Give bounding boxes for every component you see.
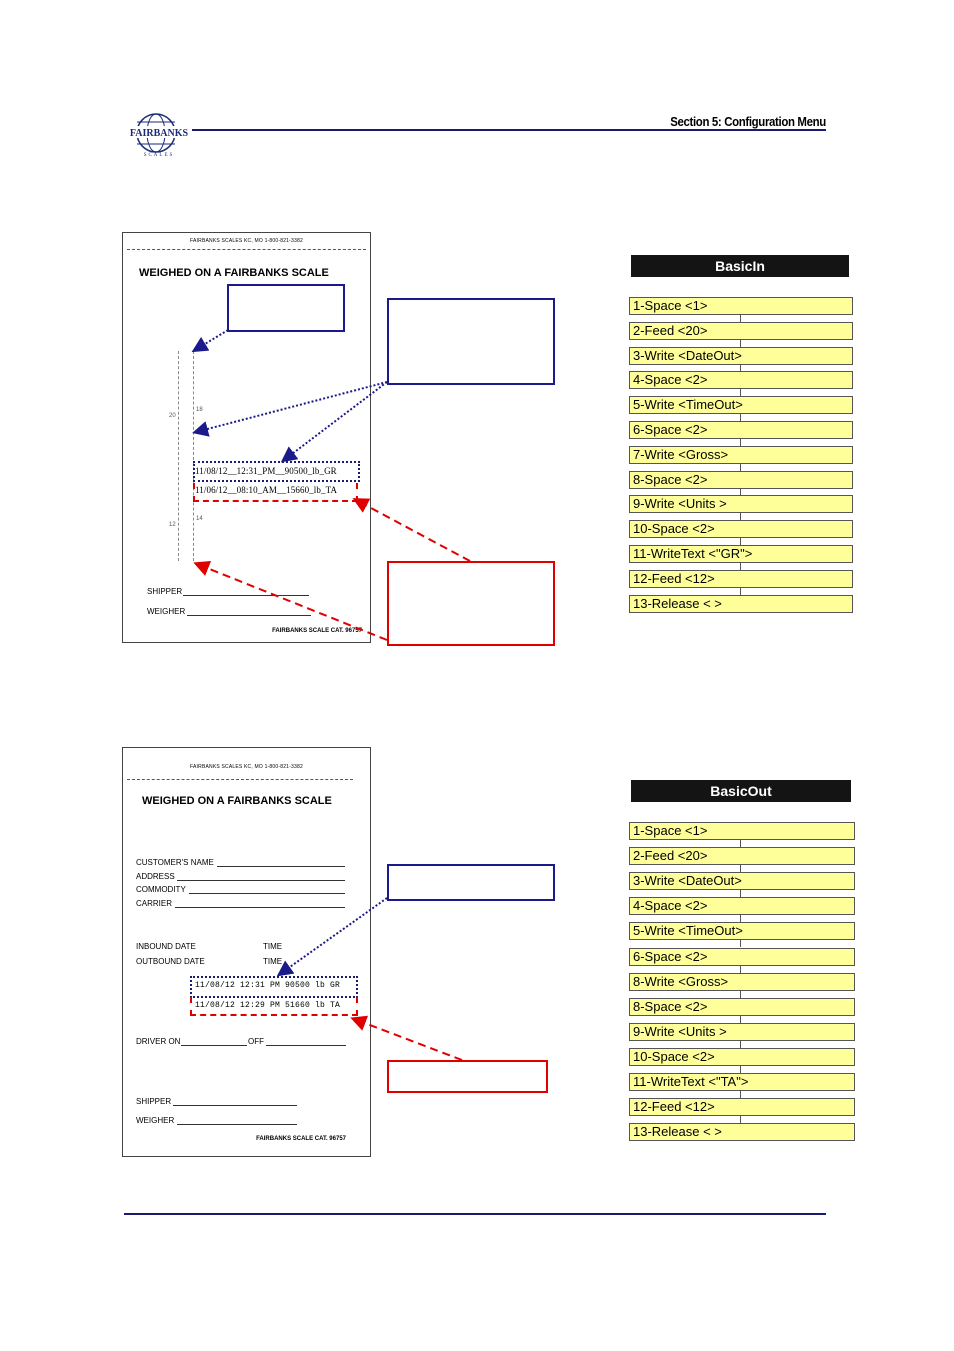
- shipper-label: SHIPPER: [147, 587, 183, 596]
- menu-step-connector: [740, 1066, 741, 1073]
- menu-step-connector: [740, 1041, 741, 1048]
- menu-step[interactable]: 4-Space <2>: [629, 897, 855, 915]
- menu-step-connector: [740, 563, 741, 570]
- arrow-gross-b: [284, 382, 387, 460]
- menu-step-connector: [740, 890, 741, 897]
- menu-step-connector: [740, 340, 741, 347]
- menu-step-connector: [740, 439, 741, 446]
- menu-step[interactable]: 9-Write <Units >: [629, 495, 853, 513]
- menu-step[interactable]: 13-Release < >: [629, 595, 853, 613]
- menu-step-connector: [740, 1016, 741, 1023]
- carrier-label: CARRIER: [136, 899, 173, 908]
- shipper-label: SHIPPER: [136, 1097, 172, 1106]
- menu-step-connector: [740, 1091, 741, 1098]
- logo-text: FAIRBANKS: [129, 128, 189, 139]
- menu-step[interactable]: 5-Write <TimeOut>: [629, 922, 855, 940]
- driver-off-label: OFF: [248, 1037, 264, 1046]
- menu-step-connector: [740, 966, 741, 973]
- menu-step[interactable]: 2-Feed <20>: [629, 847, 855, 865]
- menu-step-connector: [740, 865, 741, 872]
- ticket-catalog: FAIRBANKS SCALE CAT. 96757: [256, 1136, 346, 1142]
- arrow-gross-out: [280, 898, 387, 974]
- ticket-company-line: FAIRBANKS SCALES KC, MO 1-800-821-3382: [190, 764, 303, 770]
- menu-step[interactable]: 6-Space <2>: [629, 948, 855, 966]
- menu-step[interactable]: 3-Write <DateOut>: [629, 872, 855, 890]
- menu-step-connector: [740, 414, 741, 421]
- menu-step-connector: [740, 365, 741, 372]
- section-title: Section 5: Configuration Menu: [670, 114, 826, 129]
- menu-step[interactable]: 6-Space <2>: [629, 421, 853, 439]
- menu-step[interactable]: 8-Space <2>: [629, 998, 855, 1016]
- menu-step[interactable]: 13-Release < >: [629, 1123, 855, 1141]
- menu-step[interactable]: 12-Feed <12>: [629, 570, 853, 588]
- menu-step[interactable]: 8-Write <Gross>: [629, 973, 855, 991]
- outbound-time-label: TIME: [263, 957, 283, 966]
- address-label: ADDRESS: [136, 872, 175, 881]
- menu-step[interactable]: 4-Space <2>: [629, 371, 853, 389]
- inbound-date-label: INBOUND DATE: [136, 942, 196, 951]
- menu-step[interactable]: 1-Space <1>: [629, 297, 853, 315]
- menu-step[interactable]: 7-Write <Gross>: [629, 446, 853, 464]
- menu-step-connector: [740, 1116, 741, 1123]
- ruler-number: 12: [169, 522, 176, 528]
- ticket-title: WEIGHED ON A FAIRBANKS SCALE: [142, 795, 332, 807]
- menu-step[interactable]: 3-Write <DateOut>: [629, 347, 853, 365]
- menu-step[interactable]: 11-WriteText <"TA">: [629, 1073, 855, 1091]
- commodity-label: COMMODITY: [136, 885, 186, 894]
- ticket-title: WEIGHED ON A FAIRBANKS SCALE: [139, 267, 329, 279]
- customer-label: CUSTOMER'S NAME: [136, 858, 214, 867]
- footer-rule: [124, 1213, 826, 1215]
- menu-basicout-title: BasicOut: [631, 780, 851, 802]
- menu-step[interactable]: 5-Write <TimeOut>: [629, 396, 853, 414]
- arrow-gross-a: [196, 382, 387, 432]
- print-line-gross: 11/08/12 12:31 PM 90500 lb GR: [195, 981, 341, 990]
- menu-step[interactable]: 9-Write <Units >: [629, 1023, 855, 1041]
- menu-step-connector: [740, 538, 741, 545]
- menu-step[interactable]: 1-Space <1>: [629, 822, 855, 840]
- print-line-tare: 11/08/12 12:29 PM 51660 lb TA: [195, 1001, 341, 1010]
- print-line-gross: 11/08/12__12:31_PM__90500_lb_GR: [195, 466, 337, 476]
- arrow-tare-out: [354, 1019, 462, 1060]
- menu-step-connector: [740, 513, 741, 520]
- arrow-feed: [195, 330, 228, 350]
- ruler-number: 18: [196, 407, 203, 413]
- menu-step[interactable]: 8-Space <2>: [629, 471, 853, 489]
- menu-step[interactable]: 12-Feed <12>: [629, 1098, 855, 1116]
- menu-step[interactable]: 10-Space <2>: [629, 1048, 855, 1066]
- menu-step[interactable]: 11-WriteText <"GR">: [629, 545, 853, 563]
- ticket-company-line: FAIRBANKS SCALES KC, MO 1-800-821-3382: [190, 238, 303, 244]
- weigher-label: WEIGHER: [147, 607, 186, 616]
- menu-step-connector: [740, 915, 741, 922]
- ruler-number: 14: [196, 516, 203, 522]
- menu-step-connector: [740, 315, 741, 322]
- arrow-tare-b: [197, 564, 387, 640]
- driver-on-label: DRIVER ON: [136, 1037, 181, 1046]
- weigher-label: WEIGHER: [136, 1116, 175, 1125]
- inbound-time-label: TIME: [263, 942, 283, 951]
- menu-step[interactable]: 10-Space <2>: [629, 520, 853, 538]
- menu-basicin-title: BasicIn: [631, 255, 849, 277]
- menu-step-connector: [740, 489, 741, 496]
- menu-step-connector: [740, 940, 741, 947]
- menu-step[interactable]: 2-Feed <20>: [629, 322, 853, 340]
- print-line-tare: 11/06/12__08:10_AM__15660_lb_TA: [195, 485, 338, 495]
- menu-step-connector: [740, 840, 741, 847]
- ticket-catalog: FAIRBANKS SCALE CAT. 96757: [272, 628, 362, 634]
- menu-step-connector: [740, 991, 741, 998]
- arrow-tare-a: [356, 500, 470, 561]
- ruler-number: 20: [169, 413, 176, 419]
- menu-step-connector: [740, 464, 741, 471]
- menu-step-connector: [740, 389, 741, 396]
- logo-subtext: SCALES: [143, 153, 175, 158]
- outbound-date-label: OUTBOUND DATE: [136, 957, 205, 966]
- menu-step-connector: [740, 588, 741, 595]
